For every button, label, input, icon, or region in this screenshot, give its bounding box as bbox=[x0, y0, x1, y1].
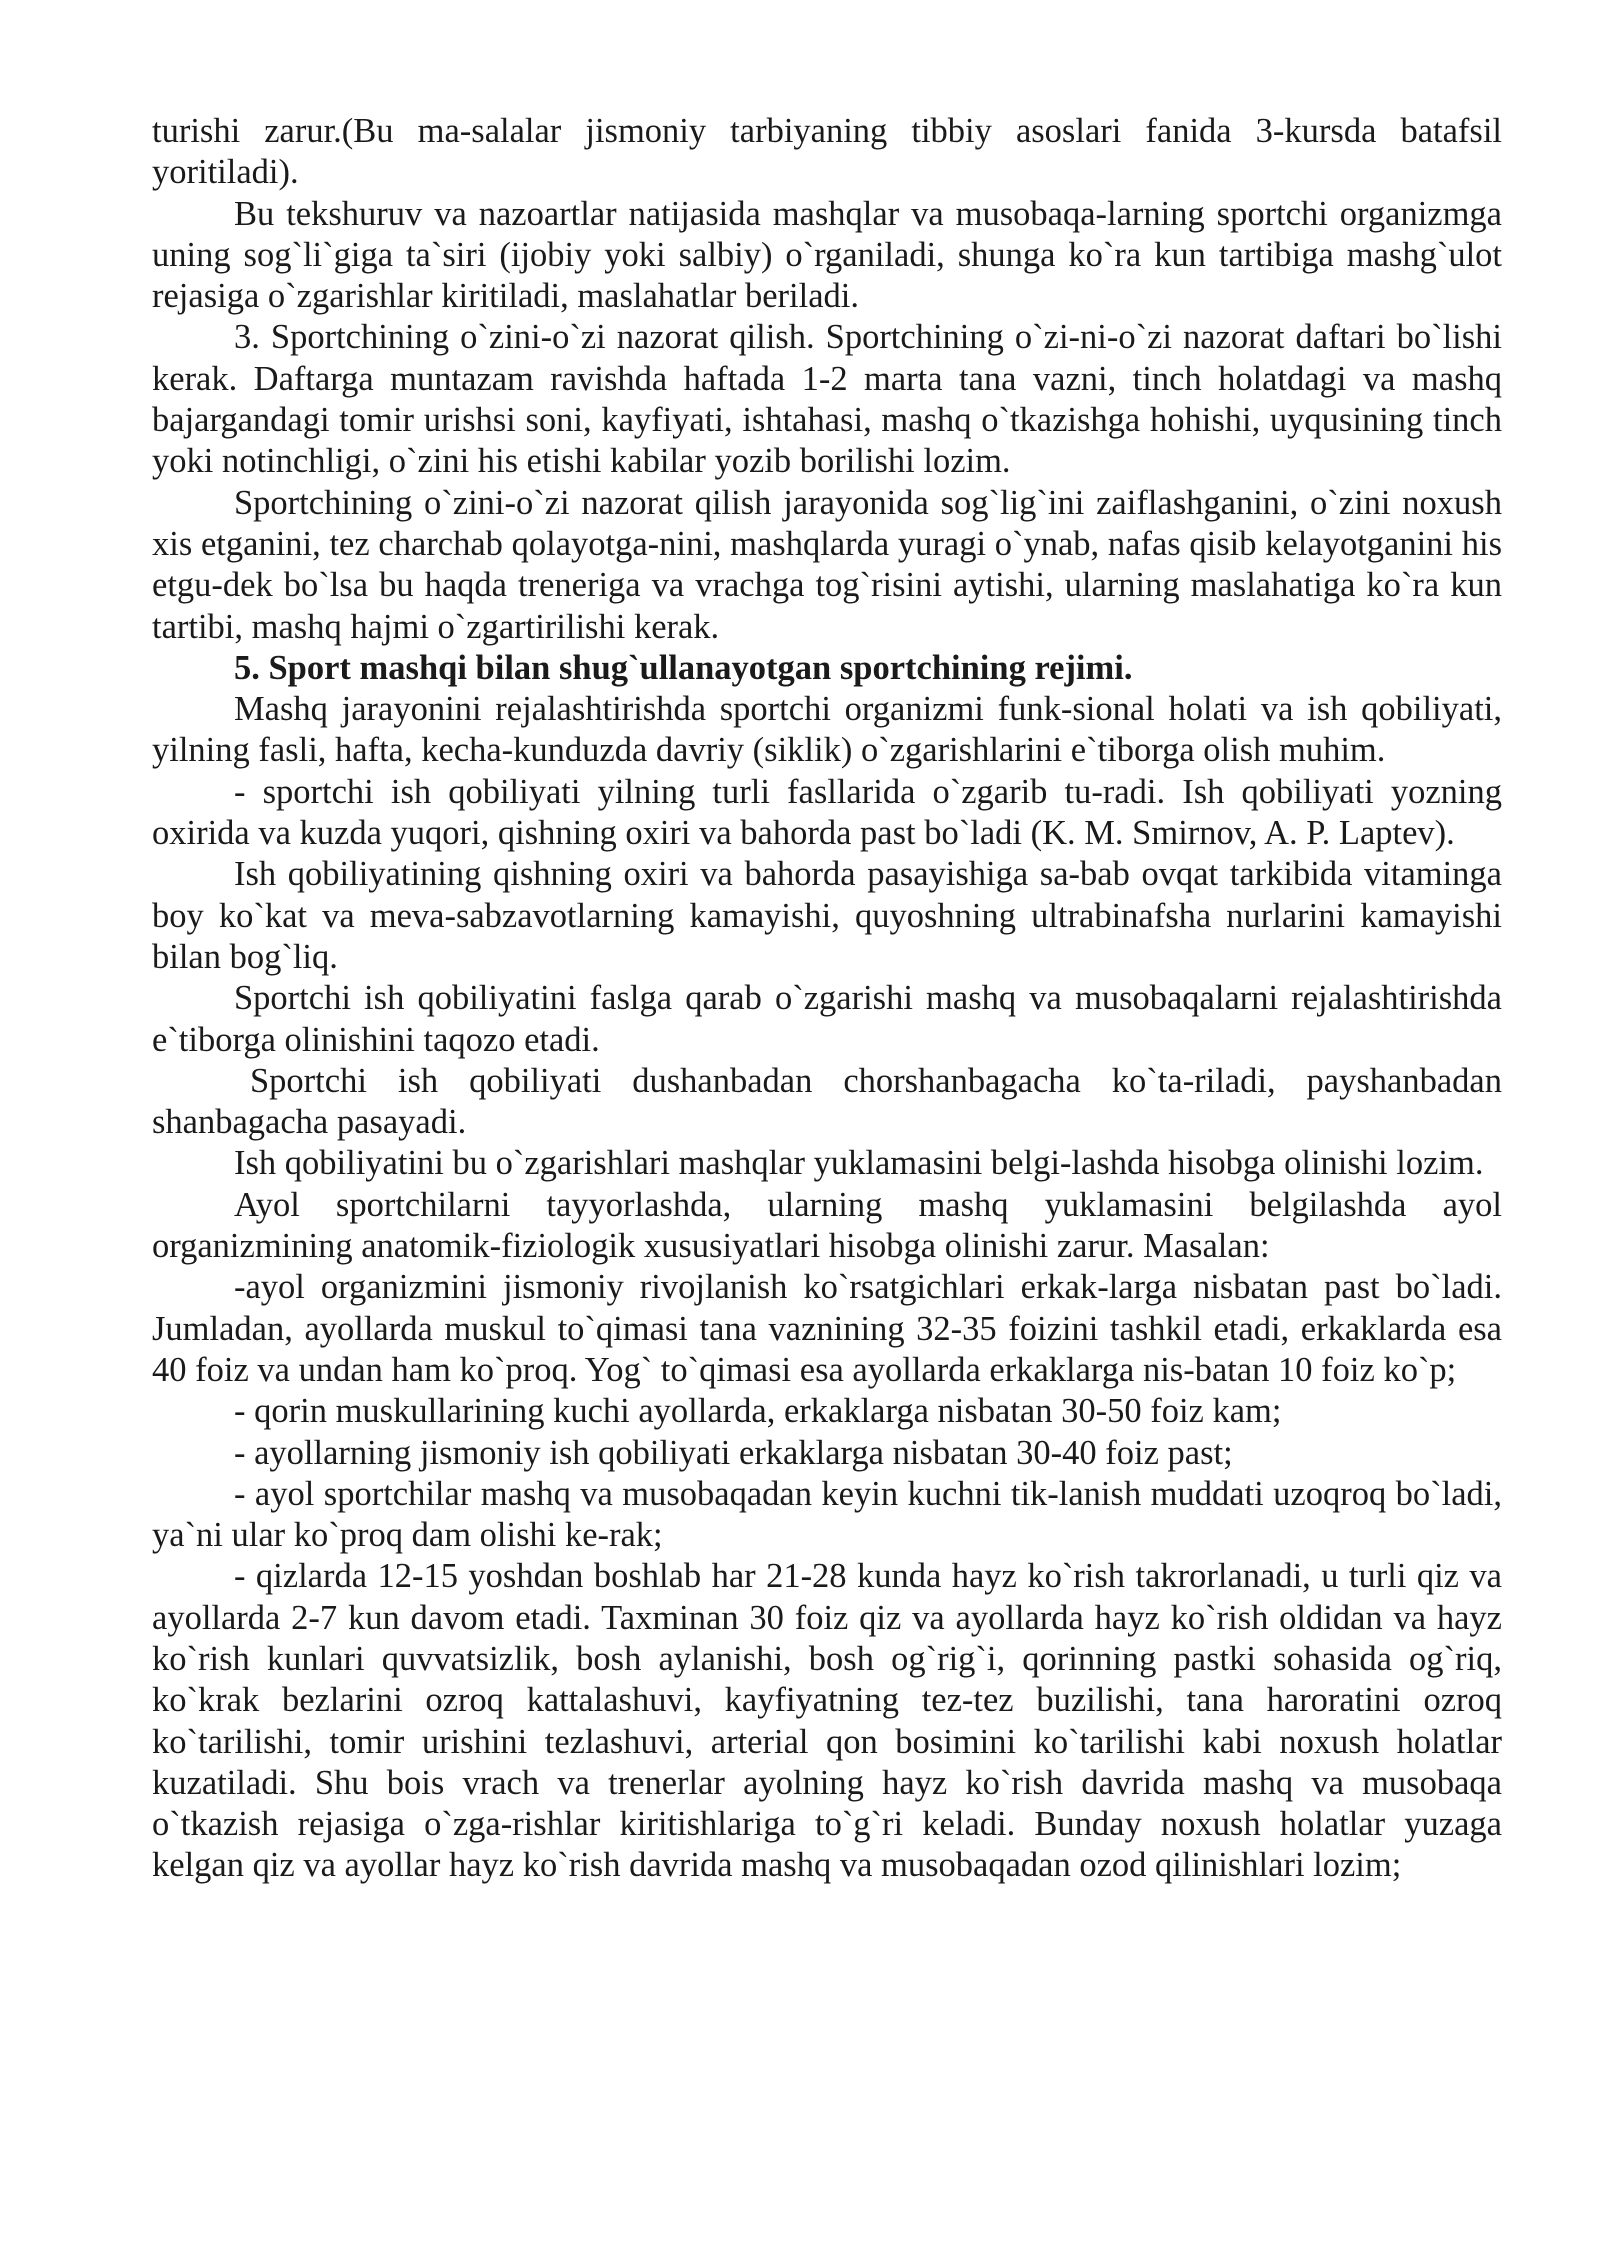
list-item: - ayol sportchilar mashq va musobaqadan keyin kuchni tik-lanish muddati uzoqroq bo`ladi, ya`ni ular ko`proq dam olishi ke-rak; bbox=[152, 1474, 1502, 1555]
paragraph: Sportchi ish qobiliyatini faslga qarab o`zgarishi mashq va musobaqalarni rejalashtirishda e`tiborga olinishini taqozo etadi. bbox=[152, 979, 1502, 1059]
paragraph: Ish qobiliyatini bu o`zgarishlari mashqlar yuklamasini belgi-lashda hisobga olinishi lozim. bbox=[234, 1144, 1484, 1183]
paragraph: Ayol sportchilarni tayyorlashda, ularning mashq yuklamasini belgilashda ayol organizmining anatomik-fiziologik xususiyatlari hisobga olinishi zarur. Masalan: bbox=[152, 1185, 1502, 1266]
section-heading: 5. Sport mashqi bilan shug`ullanayotgan sportchining rejimi. bbox=[234, 648, 1133, 687]
paragraph: Ish qobiliyatining qishning oxiri va bahorda pasayishiga sa-bab ovqat tarkibida vitaminga boy ko`kat va meva-sabzavotlarning kamayishi, quyoshning ultrabinafsha nurlarini kamayishi bilan bog`liq. bbox=[152, 855, 1502, 976]
paragraph: 3. Sportchining o`zini-o`zi nazorat qilish. Sportchining o`zi-ni-o`zi nazorat daftari bo`lishi kerak. Daftarga muntazam ravishda haftada 1-2 marta tana vazni, tinch holatdagi va mashq bajargandagi tomir urishsi soni, kayfiyati, ishtahasi, mashq o`tkazishga hohishi, uyqusining tinch yoki notinchligi, o`zini his etishi kabilar yozib borilishi lozim. bbox=[152, 318, 1502, 481]
list-item: - sportchi ish qobiliyati yilning turli fasllarida o`zgarib tu-radi. Ish qobiliyati yozning oxirida va kuzda yuqori, qishning oxiri va bahorda past bo`ladi (K. M. Smirnov, A. P. Laptev). bbox=[152, 772, 1502, 853]
paragraph: Mashq jarayonini rejalashtirishda sportchi organizmi funk-sional holati va ish qobiliyati, yilning fasli, hafta, kecha-kunduzda davriy (siklik) o`zgarishlarini e`tiborga olish muhim. bbox=[152, 690, 1502, 770]
paragraph-continuation: turishi zarur.(Bu ma-salalar jismoniy tarbiyaning tibbiy asoslari fanida 3-kursda batafsil yoritiladi). bbox=[152, 112, 1502, 192]
list-item: - qizlarda 12-15 yoshdan boshlab har 21-28 kunda hayz ko`rish takrorlanadi, u turli qiz va ayollarda 2-7 kun davom etadi. Taxminan 30 foiz qiz va ayollarda hayz ko`rish oldidan va hayz ko`rish kunlari quvvatsizlik, bosh aylanishi, bosh og`rig`i, qorinning pastki sohasida og`riq, ko`krak bezlarini ozroq kattalashuvi, kayfiyatning tez-tez buzilishi, tana haroratini ozroq ko`tarilishi, tomir urishini tezlashuvi, arterial qon bosimini ko`tarilishi kabi noxush holatlar kuzatiladi. Shu bois vrach va trenerlar ayolning hayz ko`rish davrida mashq va musobaqa o`tkazish rejasiga o`zga-rishlar kiritishlariga to`g`ri keladi. Bunday noxush holatlar yuzaga kelgan qiz va ayollar hayz ko`rish davrida mashq va musobaqadan ozod qilinishlari lozim; bbox=[152, 1557, 1502, 1885]
paragraph: Sportchi ish qobiliyati dushanbadan chorshanbagacha ko`ta-riladi, payshanbadan shanbagacha pasayadi. bbox=[152, 1061, 1502, 1142]
list-item: - qorin muskullarining kuchi ayollarda, erkaklarga nisbatan 30-50 foiz kam; bbox=[234, 1392, 1282, 1431]
paragraph: Sportchining o`zini-o`zi nazorat qilish jarayonida sog`lig`ini zaiflashganini, o`zini noxush xis etganini, tez charchab qolayotga-nini, mashqlarda yuragi o`ynab, nafas qisib kelayotganini his etgu-dek bo`lsa bu haqda treneriga va vrachga tog`risini aytishi, ularning maslahatiga ko`ra kun tartibi, mashq hajmi o`zgartirilishi kerak. bbox=[152, 483, 1502, 646]
document-page bbox=[152, 111, 1502, 1887]
list-item: -ayol organizmini jismoniy rivojlanish ko`rsatgichlari erkak-larga nisbatan past bo`ladi. Jumladan, ayollarda muskul to`qimasi tana vaznining 32-35 foizini tashkil etadi, erkaklarda esa 40 foiz va undan ham ko`proq. Yog` to`qimasi esa ayollarda erkaklarga nis-batan 10 foiz ko`p; bbox=[152, 1268, 1502, 1389]
paragraph: Bu tekshuruv va nazoartlar natijasida mashqlar va musobaqa-larning sportchi organizmga uning sog`li`giga ta`siri (ijobiy yoki salbiy) o`rganiladi, shunga ko`ra kun tartibiga mashg`ulot rejasiga o`zgarishlar kiritiladi, maslahatlar beriladi. bbox=[152, 194, 1502, 316]
list-item: - ayollarning jismoniy ish qobiliyati erkaklarga nisbatan 30-40 foiz past; bbox=[234, 1433, 1233, 1472]
